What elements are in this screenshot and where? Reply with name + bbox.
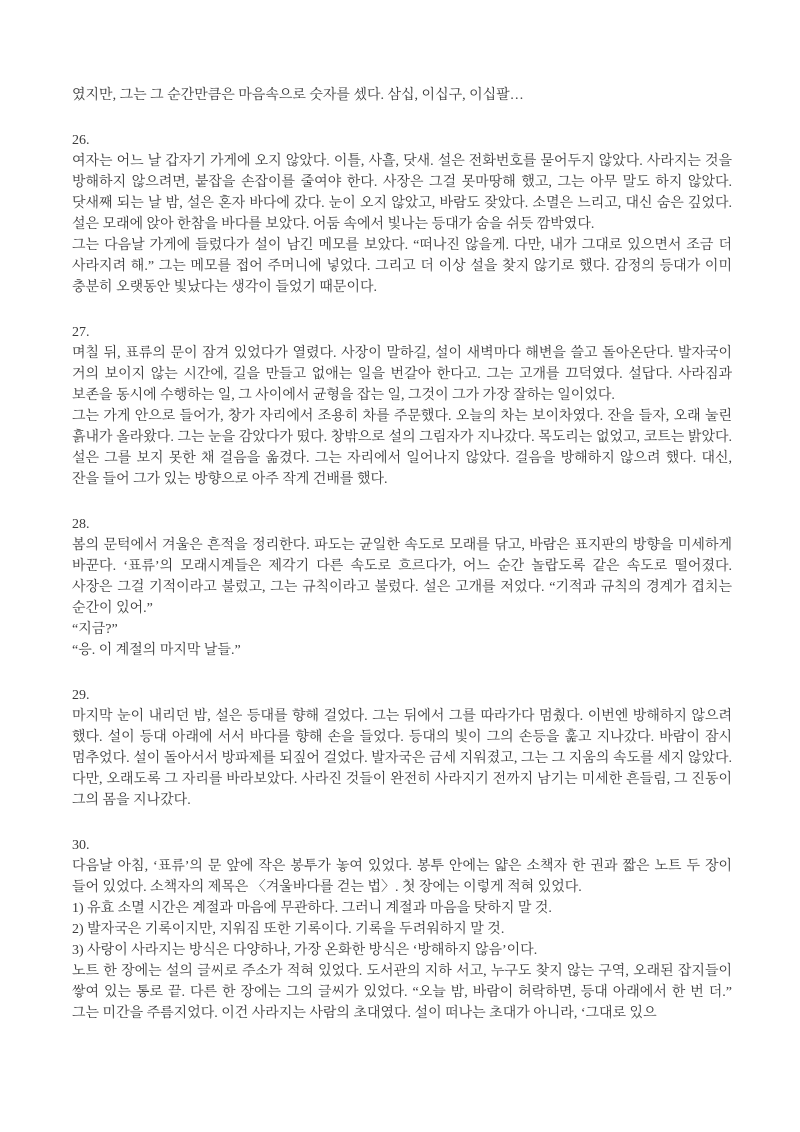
section-number: 29.: [72, 688, 90, 703]
section-30: [72, 835, 732, 1024]
paragraph: 며칠 뒤, 표류의 문이 잠겨 있었다가 열렸다. 사장이 말하길, 설이 새벽마다 해변을 쓸고 돌아온단다. 발자국이 거의 보이지 않는 시간에, 길을 만들고 없애는 일을 번갈아 한다고. 그는 고개를 끄덕였다. 설답다. 사라짐과 보존을 동시에 수행하는 일, 그 사이에서 균형을 잡는 일, 그것이 그가 가장 잘하는 일이었다.: [72, 346, 732, 403]
section-number: 27.: [72, 325, 90, 340]
dialogue-line: “응. 이 계절의 마지막 날들.”: [72, 643, 241, 658]
paragraph: 그는 가게 안으로 들어가, 창가 자리에서 조용히 차를 주문했다. 오늘의 차는 보이차였다. 잔을 들자, 오래 눌린 흙내가 올라왔다. 그는 눈을 감았다가 떴다. 창밖으로 설의 그림자가 지나갔다. 목도리는 없었고, 코트는 밝았다. 설은 그를 보지 못한 채 걸음을 옮겼다. 그는 자리에서 일어나지 않았다. 걸음을 방해하지 않으려 했다. 대신, 잔을 들어 그가 있는 방향으로 아주 작게 건배를 했다.: [72, 409, 732, 487]
intro-paragraph: 였지만, 그는 그 순간만큼은 마음속으로 숫자를 셌다. 삼십, 이십구, 이십팔…: [72, 88, 524, 103]
section-number: 28.: [72, 517, 90, 532]
paragraph: 마지막 눈이 내리던 밤, 설은 등대를 향해 걸었다. 그는 뒤에서 그를 따라가다 멈췄다. 이번엔 방해하지 않으려 했다. 설이 등대 아래에 서서 바다를 향해 손을 들었다. 등대의 빛이 그의 손등을 훑고 지나갔다. 바람이 잠시 멈추었다. 설이 돌아서서 방파제를 되짚어 걸었다. 발자국은 금세 지워졌고, 그는 그 지움의 속도를 세지 않았다. 다만, 오래도록 그 자리를 바라보았다. 사라진 것들이 완전히 사라지기 전까지 남기는 미세한 흔들림, 그 진동이 그의 몸을 지나갔다.: [72, 709, 732, 808]
list-item: 2) 발자국은 기록이지만, 지워짐 또한 기록이다. 기록을 두려워하지 말 것.: [72, 922, 505, 937]
section-number: 30.: [72, 838, 90, 853]
dialogue-line: “지금?”: [72, 622, 118, 637]
section-26: [72, 130, 732, 298]
list-item: 1) 유효 소멸 시간은 계절과 마음에 무관하다. 그러니 계절과 마음을 탓하지 말 것.: [72, 901, 552, 916]
section-number: 26.: [72, 133, 90, 148]
list-item: 3) 사랑이 사라지는 방식은 다양하나, 가장 온화한 방식은 ‘방해하지 않음’이다.: [72, 943, 538, 958]
section-27: [72, 322, 732, 490]
paragraph: 봄의 문턱에서 겨울은 흔적을 정리한다. 파도는 균일한 속도로 모래를 닦고, 바람은 표지판의 방향을 미세하게 바꾼다. ‘표류’의 모래시계들은 제각기 다른 속도로 흐르다가, 어느 순간 놀랍도록 같은 속도로 떨어졌다. 사장은 그걸 기적이라고 불렀고, 그는 규칙이라고 불렀다. 설은 고개를 저었다. “기적과 규칙의 경계가 겹치는 순간이 있어.”: [72, 538, 732, 616]
paragraph: 그는 다음날 가게에 들렀다가 설이 남긴 메모를 보았다. “떠나진 않을게. 다만, 내가 그대로 있으면서 조금 더 사라지려 해.” 그는 메모를 접어 주머니에 넣었다. 그리고 더 이상 설을 찾지 않기로 했다. 감정의 등대가 이미 충분히 오랫동안 빛났다는 생각이 들었기 때문이다.: [72, 238, 732, 295]
paragraph: 다음날 아침, ‘표류’의 문 앞에 작은 봉투가 놓여 있었다. 봉투 안에는 얇은 소책자 한 권과 짧은 노트 두 장이 들어 있었다. 소책자의 제목은 〈겨울바다를 걷는 법〉. 첫 장에는 이렇게 적혀 있었다.: [72, 859, 732, 895]
paragraph: 노트 한 장에는 설의 글씨로 주소가 적혀 있었다. 도서관의 지하 서고, 누구도 찾지 않는 구역, 오래된 잡지들이 쌓여 있는 통로 끝. 다른 한 장에는 그의 글씨가 있었다. “오늘 밤, 바람이 허락하면, 등대 아래에서 한 번 더.” 그는 미간을 주름지었다. 이건 사라지는 사람의 초대였다. 설이 떠나는 초대가 아니라, ‘그대로 있으: [72, 964, 732, 1021]
section-28: [72, 514, 732, 661]
paragraph: 여자는 어느 날 갑자기 가게에 오지 않았다. 이틀, 사흘, 닷새. 설은 전화번호를 묻어두지 않았다. 사라지는 것을 방해하지 않으려면, 붙잡을 손잡이를 줄여야 한다. 사장은 그걸 못마땅해 했고, 그는 아무 말도 하지 않았다. 닷새째 되는 날 밤, 설은 혼자 바다에 갔다. 눈이 오지 않았고, 바람도 잦았다. 소멸은 느리고, 대신 숨은 깊었다. 설은 모래에 앉아 한참을 바다를 보았다. 어둠 속에서 빛나는 등대가 숨을 쉬듯 깜박였다.: [72, 154, 732, 232]
section-29: [72, 685, 732, 811]
